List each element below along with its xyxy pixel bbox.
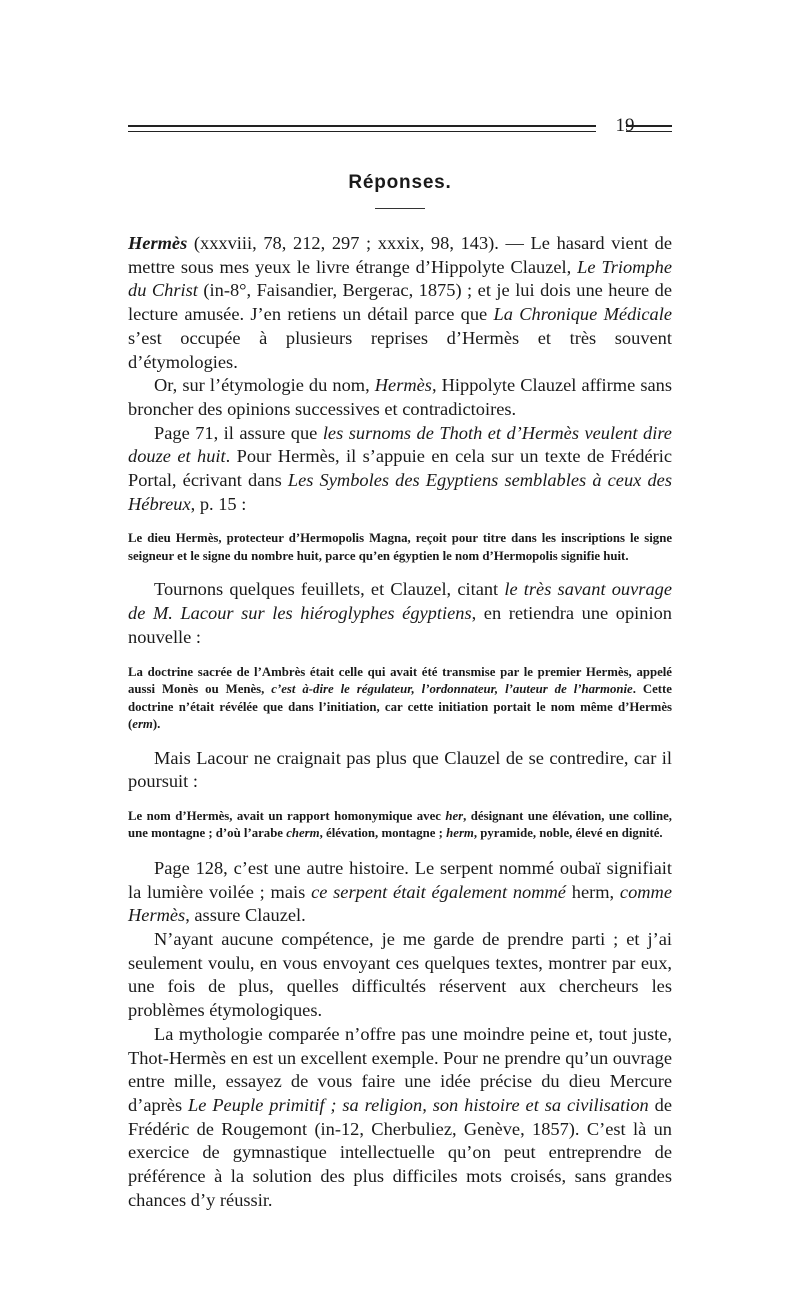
paragraph-2: Or, sur l’étymologie du nom, Hermès, Hippolyte Clauzel affirme sans broncher des opinions successives et contradictoires. <box>128 375 672 419</box>
journal-title: La Chronique Médicale <box>493 304 673 325</box>
paragraph-4: Tournons quelques feuillets, et Clauzel, citant le très savant ouvrage de M. Lacour sur les hiéroglyphes égyptiens, en retiendra une opinion nouvelle : <box>128 579 672 647</box>
book-title: Le Triomphe du Christ <box>128 256 673 301</box>
paragraph-1: Hermès (xxxviii, 78, 212, 297 ; xxxix, 98, 143). — Le hasard vient de mettre sous mes yeux le livre étrange d’Hippolyte Clauzel, Le Triomphe du Christ (in-8°, Faisandier, Bergerac, 1875) ; et je lui dois une heure de lecture amusée. J’en retiens un détail parce que La Chronique Médicale s’est occupée à plusieurs reprises d’Hermès et très souvent d’étymologies. <box>128 233 673 372</box>
page-header <box>128 115 672 142</box>
quotation-1: Le dieu Hermès, protecteur d’Hermopolis Magna, reçoit pour titre dans les inscriptions le signe seigneur et le signe du nombre huit, parce qu’en égyptien le nom d’Hermopolis signifie huit. <box>128 531 672 563</box>
title-divider <box>375 208 425 209</box>
entry-heading: Hermès <box>128 233 188 253</box>
section-title: Réponses. <box>348 172 452 193</box>
paragraph-5: Mais Lacour ne craignait pas plus que Clauzel de se contredire, car il poursuit : <box>128 747 672 792</box>
page-number: 19 <box>615 115 635 136</box>
header-rule-right <box>626 125 672 132</box>
paragraph-3: Page 71, il assure que les surnoms de Thoth et d’Hermès veulent dire douze et huit. Pour Hermès, il s’appuie en cela sur un texte de Frédéric Portal, écrivant dans Les Symboles des Egyptiens semblables à ceux des Hébreux, p. 15 : <box>128 422 673 514</box>
quotation-2: La doctrine sacrée de l’Ambrès était celle qui avait été transmise par le premier Hermès, appelé aussi Monès ou Menès, c’est à-dire le régulateur, l’ordonnateur, l’auteur de l’harmonie. Cette doctrine n’était révélée que dans l’initiation, car cette initiation portait le nom même d’Hermès (erm). <box>128 664 672 732</box>
paragraph-8: La mythologie comparée n’offre pas une moindre peine et, tout juste, Thot-Hermès en est un excellent exemple. Pour ne prendre qu’un ouvrage entre mille, essayez de vous faire une idée précise du dieu Mercure d’après Le Peuple primitif ; sa religion, son histoire et sa civilisation de Frédéric de Rougemont (in-12, Cherbuliez, Genève, 1857). C’est là un exercice de gymnastique intellectuelle qu’on peut entreprendre de préférence à la solution des plus difficiles mots croisés, sans grandes chances d’y réussir. <box>128 1023 672 1210</box>
header-rule-left <box>128 125 596 132</box>
quotation-3: Le nom d’Hermès, avait un rapport homonymique avec her, désignant une élévation, une colline, une montagne ; d’où l’arabe cherm, élévation, montagne ; herm, pyramide, noble, élevé en dignité. <box>128 808 672 841</box>
paragraph-7: N’ayant aucune compétence, je me garde de prendre parti ; et j’ai seulement voulu, en vous envoyant ces quelques textes, montrer par eux, une fois de plus, quelles difficultés réservent aux chercheurs les problèmes étymologiques. <box>128 929 672 1021</box>
paragraph-6: Page 128, c’est une autre histoire. Le serpent nommé oubaï signifiait la lumière voilée ; mais ce serpent était également nommé herm, comme Hermès, assure Clauzel. <box>128 857 672 926</box>
article-body <box>128 232 672 1213</box>
